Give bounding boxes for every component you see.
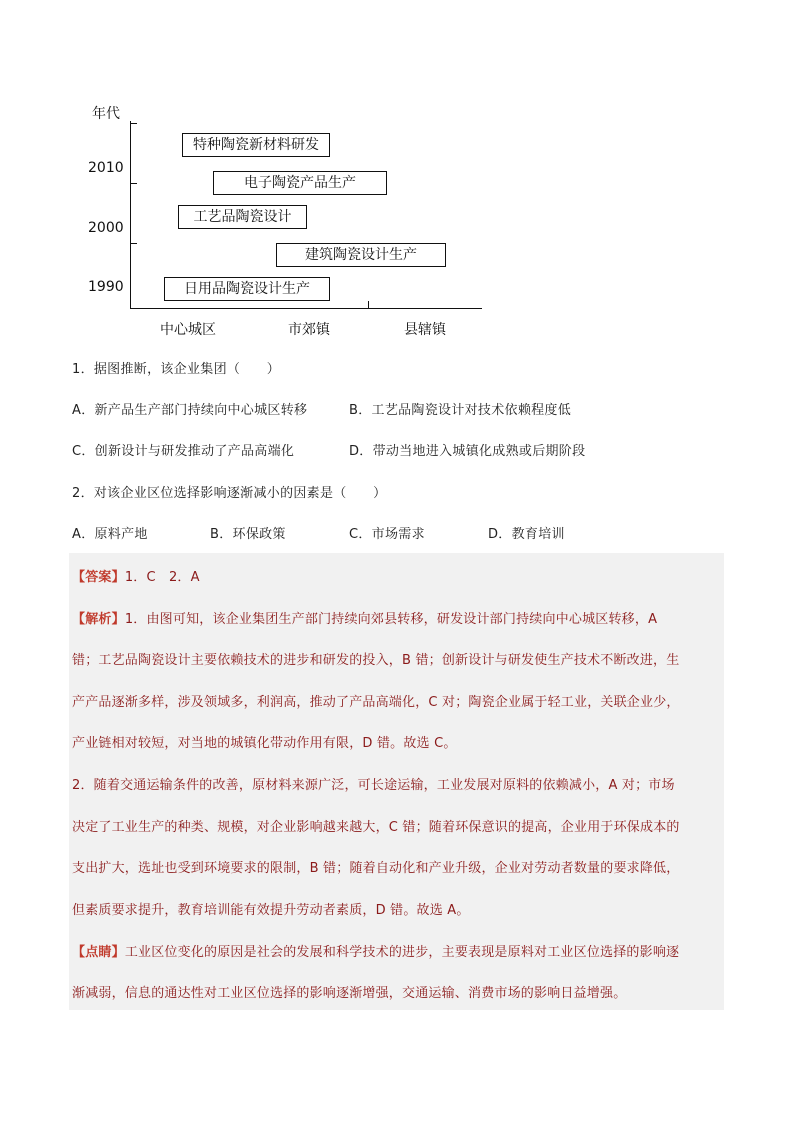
x-tick bbox=[368, 301, 369, 308]
box-craft-ceramics: 工艺品陶瓷设计 bbox=[178, 205, 307, 229]
analysis-line-1 bbox=[72, 608, 657, 627]
box-building-ceramics: 建筑陶瓷设计生产 bbox=[276, 243, 446, 267]
question-1-option-d: D．带动当地进入城镇化成熟或后期阶段 bbox=[349, 444, 586, 459]
answer-text: 1．C 2．A bbox=[124, 570, 200, 585]
analysis-text: 1．由图可知，该企业集团生产部门持续向郊县转移，研发设计部门持续向中心城区转移，A bbox=[124, 612, 658, 627]
question-2-option-a: A．原料产地 bbox=[72, 527, 148, 542]
tip-line-2: 渐减弱，信息的通达性对工业区位选择的影响逐渐增强，交通运输、消费市场的影响日益增强。 bbox=[72, 986, 627, 1001]
x-axis bbox=[130, 308, 482, 309]
question-2-option-d: D．教育培训 bbox=[488, 527, 565, 542]
y-axis-label: 年代 bbox=[92, 106, 120, 122]
analysis-line-7: 支出扩大，选址也受到环境要求的限制，B 错；随着自动化和产业升级，企业对劳动者数量的要求降低， bbox=[72, 861, 680, 876]
y-tick bbox=[130, 243, 137, 244]
tip-tag: 【点睛】 bbox=[72, 945, 125, 960]
tip-line-1 bbox=[72, 941, 679, 960]
x-label-suburb: 市郊镇 bbox=[288, 322, 330, 338]
answer-line bbox=[72, 566, 200, 585]
box-daily-ceramics: 日用品陶瓷设计生产 bbox=[164, 277, 330, 301]
industry-location-diagram bbox=[78, 95, 498, 345]
tip-text: 工业区位变化的原因是社会的发展和科学技术的进步，主要表现是原料对工业区位选择的影响逐 bbox=[124, 945, 680, 960]
x-label-county-town: 县辖镇 bbox=[404, 322, 446, 338]
box-electronic-ceramics: 电子陶瓷产品生产 bbox=[213, 171, 387, 195]
analysis-line-4: 产业链相对较短，对当地的城镇化带动作用有限，D 错。故选 C。 bbox=[72, 736, 457, 751]
year-label-1990: 1990 bbox=[88, 279, 124, 295]
y-tick bbox=[130, 183, 137, 184]
question-2-option-b: B．环保政策 bbox=[210, 527, 286, 542]
question-1-option-b: B．工艺品陶瓷设计对技术依赖程度低 bbox=[349, 403, 572, 418]
y-axis bbox=[130, 121, 131, 309]
question-1-option-a: A．新产品生产部门持续向中心城区转移 bbox=[72, 403, 308, 418]
year-label-2010: 2010 bbox=[88, 160, 124, 176]
analysis-line-5: 2．随着交通运输条件的改善，原材料来源广泛，可长途运输，工业发展对原料的依赖减小，A 对；市场 bbox=[72, 778, 675, 793]
analysis-line-2: 错；工艺品陶瓷设计主要依赖技术的进步和研发的投入，B 错；创新设计与研发使生产技术不断改进，生 bbox=[72, 653, 680, 668]
question-2-option-c: C．市场需求 bbox=[349, 527, 425, 542]
analysis-line-8: 但素质要求提升，教育培训能有效提升劳动者素质，D 错。故选 A。 bbox=[72, 903, 470, 918]
analysis-tag: 【解析】 bbox=[72, 612, 125, 627]
box-special-ceramics: 特种陶瓷新材料研发 bbox=[182, 133, 330, 157]
y-tick bbox=[130, 123, 137, 124]
x-label-city-center: 中心城区 bbox=[160, 322, 216, 338]
analysis-line-6: 决定了工业生产的种类、规模，对企业影响越来越大，C 错；随着环保意识的提高，企业用于环保成本的 bbox=[72, 820, 680, 835]
analysis-line-3: 产产品逐渐多样，涉及领域多，利润高，推动了产品高端化，C 对；陶瓷企业属于轻工业，关联企业少， bbox=[72, 695, 680, 710]
answer-tag: 【答案】 bbox=[72, 570, 125, 585]
question-2-stem: 2．对该企业区位选择影响逐渐减小的因素是（ ） bbox=[72, 486, 387, 501]
year-label-2000: 2000 bbox=[88, 220, 124, 236]
question-1-option-c: C．创新设计与研发推动了产品高端化 bbox=[72, 444, 295, 459]
question-1-stem: 1．据图推断，该企业集团（ ） bbox=[72, 362, 281, 377]
